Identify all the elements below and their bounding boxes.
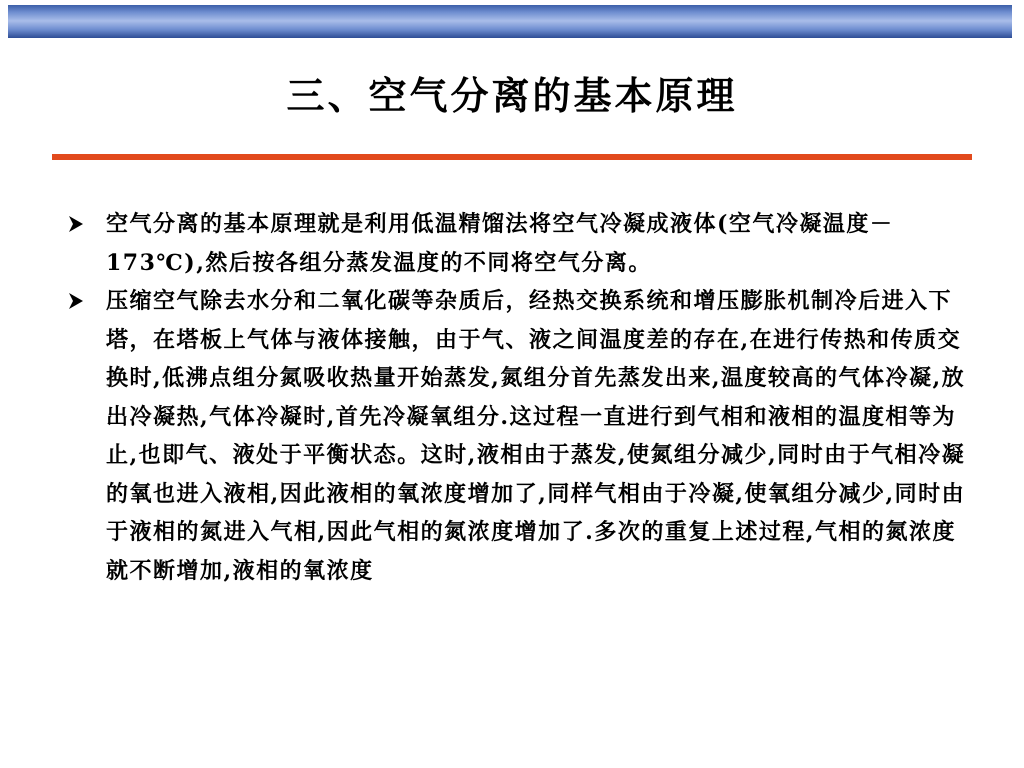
arrow-bullet-icon bbox=[68, 282, 90, 321]
bullet-list bbox=[62, 205, 967, 590]
title-underline bbox=[52, 154, 972, 160]
bullet-item bbox=[62, 282, 967, 590]
top-decorative-band bbox=[8, 5, 1012, 38]
slide-title: 三、空气分离的基本原理 bbox=[286, 73, 738, 118]
bullet-item bbox=[62, 205, 967, 282]
arrow-bullet-icon bbox=[68, 205, 90, 244]
bullet-text: 压缩空气除去水分和二氧化碳等杂质后，经热交换系统和增压膨胀机制冷后进入下塔，在塔板上气体与液体接触，由于气、液之间温度差的存在,在进行传热和传质交换时,低沸点组分氮吸收热量开始蒸发,氮组分首先蒸发出来,温度较高的气体冷凝,放出冷凝热,气体冷凝时,首先冷凝氧组分.这过程一直进行到气相和液相的温度相等为止,也即气、液处于平衡状态。这时,液相由于蒸发,使氮组分减少,同时由于气相冷凝的氧也进入液相,因此液相的氧浓度增加了,同样气相由于冷凝,使氧组分减少,同时由于液相的氮进入气相,因此气相的氮浓度增加了.多次的重复上述过程,气相的氮浓度就不断增加,液相的氧浓度 bbox=[106, 288, 966, 584]
bullet-text: 空气分离的基本原理就是利用低温精馏法将空气冷凝成液体(空气冷凝温度－173℃),然后按各组分蒸发温度的不同将空气分离。 bbox=[106, 211, 894, 276]
